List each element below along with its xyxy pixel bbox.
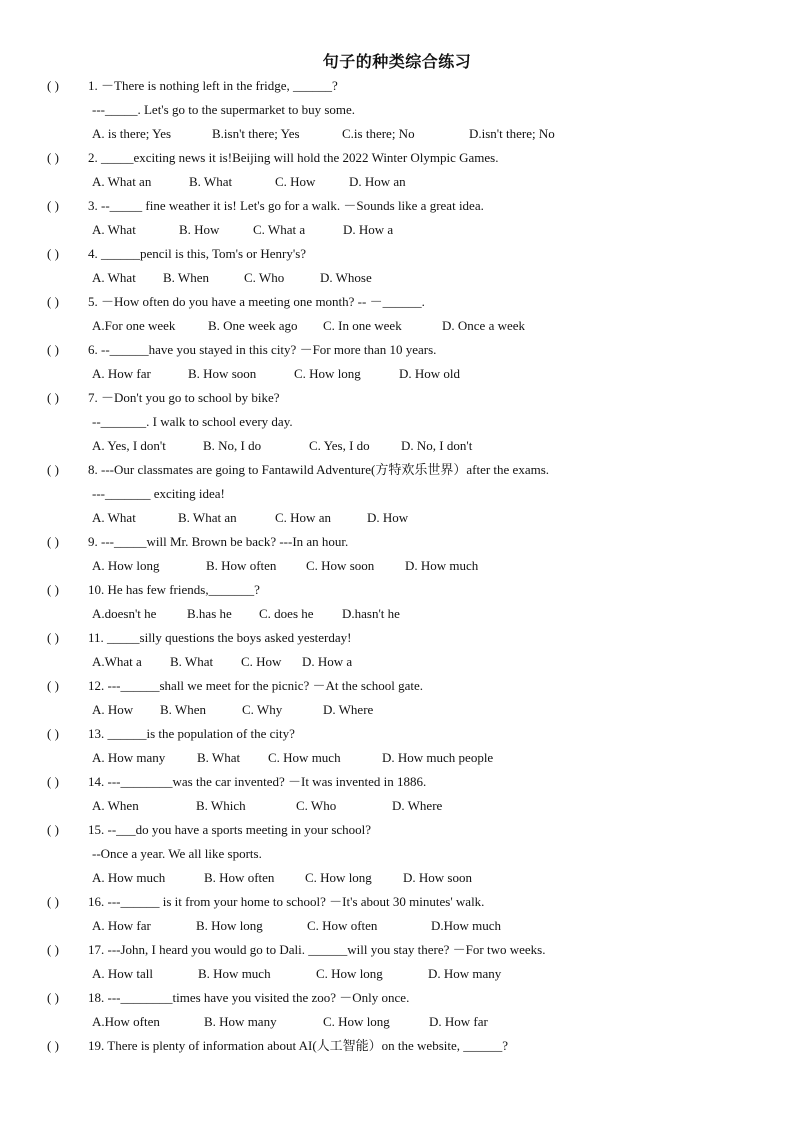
option-c[interactable]: C. How long: [323, 1014, 390, 1029]
option-a[interactable]: A. How tall: [92, 966, 154, 981]
question-text: --Once a year. We all like sports.: [92, 846, 262, 861]
option-b[interactable]: B. What an: [178, 510, 237, 525]
question-line: [0, 578, 794, 602]
question-line: [0, 770, 794, 794]
option-b[interactable]: B. How often: [206, 558, 277, 573]
option-d[interactable]: D. Whose: [320, 270, 372, 285]
options-row: [0, 554, 794, 578]
option-d[interactable]: D. No, I don't: [401, 438, 473, 453]
option-b[interactable]: B.isn't there; Yes: [212, 126, 300, 141]
answer-blank[interactable]: ( ): [47, 1038, 59, 1053]
option-b[interactable]: B. When: [163, 270, 209, 285]
option-b[interactable]: B. Which: [196, 798, 246, 813]
option-b[interactable]: B. How long: [196, 918, 263, 933]
question-subline: [0, 842, 794, 866]
options-row: [0, 362, 794, 386]
question-stem: 7. －Don't you go to school by bike?: [88, 390, 280, 405]
question-line: [0, 458, 794, 482]
option-a[interactable]: A.doesn't he: [92, 606, 157, 621]
answer-blank[interactable]: ( ): [47, 342, 59, 357]
question-stem: 5. －How often do you have a meeting one month? -- －______.: [88, 294, 425, 309]
option-a[interactable]: A. How much: [92, 870, 166, 885]
answer-blank[interactable]: ( ): [47, 774, 59, 789]
question-subline: [0, 410, 794, 434]
question-line: [0, 194, 794, 218]
question-stem: 17. ---John, I heard you would go to Dali. ______will you stay there? －For two weeks.: [88, 942, 546, 957]
question-line: [0, 890, 794, 914]
page-title: 句子的种类综合练习: [322, 52, 472, 71]
options-row: [0, 434, 794, 458]
question-stem: 4. ______pencil is this, Tom's or Henry's?: [88, 246, 307, 261]
question-line: [0, 338, 794, 362]
answer-blank[interactable]: ( ): [47, 246, 59, 261]
answer-blank[interactable]: ( ): [47, 942, 59, 957]
question-line: [0, 74, 794, 98]
question-line: [0, 386, 794, 410]
options-row: [0, 314, 794, 338]
option-a[interactable]: A. What: [92, 270, 136, 285]
options-row: [0, 1010, 794, 1034]
question-line: [0, 626, 794, 650]
option-c[interactable]: C. How soon: [306, 558, 375, 573]
option-d[interactable]: D. How a: [302, 654, 353, 669]
option-b[interactable]: B. What: [197, 750, 241, 765]
answer-blank[interactable]: ( ): [47, 678, 59, 693]
answer-blank[interactable]: ( ): [47, 150, 59, 165]
option-c[interactable]: C. How long: [305, 870, 372, 885]
option-c[interactable]: C. How long: [316, 966, 383, 981]
option-b[interactable]: B. What: [170, 654, 214, 669]
question-line: [0, 938, 794, 962]
option-c[interactable]: C. How an: [275, 510, 331, 525]
option-a[interactable]: A. How far: [92, 366, 151, 381]
option-d[interactable]: D. How many: [428, 966, 502, 981]
option-c[interactable]: C. does he: [259, 606, 314, 621]
option-a[interactable]: A. Yes, I don't: [92, 438, 166, 453]
option-d[interactable]: D. Where: [323, 702, 374, 717]
question-stem: 9. ---_____will Mr. Brown be back? ---In an hour.: [88, 534, 349, 549]
answer-blank[interactable]: ( ): [47, 390, 59, 405]
option-a[interactable]: A. What: [92, 222, 136, 237]
option-d[interactable]: D. How an: [349, 174, 406, 189]
options-row: [0, 866, 794, 890]
options-row: [0, 506, 794, 530]
option-a[interactable]: A. What: [92, 510, 136, 525]
option-c[interactable]: C. Who: [296, 798, 337, 813]
question-stem: 3. --_____ fine weather it is! Let's go for a walk. －Sounds like a great idea.: [88, 198, 484, 213]
question-subline: [0, 98, 794, 122]
question-text: ---_______ exciting idea!: [92, 486, 225, 501]
options-row: [0, 746, 794, 770]
option-b[interactable]: B. How much: [198, 966, 271, 981]
option-c[interactable]: C. How long: [294, 366, 361, 381]
question-line: [0, 818, 794, 842]
option-c[interactable]: C.is there; No: [342, 126, 415, 141]
option-b[interactable]: B. How many: [204, 1014, 277, 1029]
option-c[interactable]: C. How: [241, 654, 282, 669]
question-text: ---_____. Let's go to the supermarket to buy some.: [92, 102, 356, 117]
answer-blank[interactable]: ( ): [47, 78, 59, 93]
option-b[interactable]: B.has he: [187, 606, 232, 621]
option-a[interactable]: A. What an: [92, 174, 152, 189]
option-d[interactable]: D. How much: [405, 558, 479, 573]
options-row: [0, 794, 794, 818]
options-row: [0, 122, 794, 146]
question-stem: 14. ---________was the car invented? －It was invented in 1886.: [88, 774, 427, 789]
option-d[interactable]: D. How: [367, 510, 409, 525]
question-line: [0, 674, 794, 698]
options-row: [0, 962, 794, 986]
question-stem: 6. --______have you stayed in this city? －For more than 10 years.: [88, 342, 437, 357]
answer-blank[interactable]: ( ): [47, 630, 59, 645]
option-b[interactable]: B. One week ago: [208, 318, 298, 333]
option-a[interactable]: A.For one week: [92, 318, 176, 333]
question-stem: 10. He has few friends,_______?: [88, 582, 260, 597]
option-c[interactable]: C. Yes, I do: [309, 438, 370, 453]
question-stem: 11. _____silly questions the boys asked yesterday!: [88, 630, 352, 645]
option-d[interactable]: D. How a: [343, 222, 394, 237]
question-stem: 16. ---______ is it from your home to school? －It's about 30 minutes' walk.: [88, 894, 485, 909]
question-stem: 18. ---________times have you visited the zoo? －Only once.: [88, 990, 410, 1005]
question-line: [0, 722, 794, 746]
option-c[interactable]: C. Who: [244, 270, 285, 285]
option-c[interactable]: C. In one week: [323, 318, 402, 333]
answer-blank[interactable]: ( ): [47, 726, 59, 741]
options-row: [0, 218, 794, 242]
question-stem: 12. ---______shall we meet for the picnic? －At the school gate.: [88, 678, 424, 693]
options-row: [0, 914, 794, 938]
option-d[interactable]: D. Once a week: [442, 318, 526, 333]
answer-blank[interactable]: ( ): [47, 534, 59, 549]
question-line: [0, 1034, 794, 1058]
answer-blank[interactable]: ( ): [47, 990, 59, 1005]
option-a[interactable]: A.What a: [92, 654, 142, 669]
answer-blank[interactable]: ( ): [47, 294, 59, 309]
answer-blank[interactable]: ( ): [47, 462, 59, 477]
question-stem: 15. --___do you have a sports meeting in your school?: [88, 822, 372, 837]
option-d[interactable]: D.isn't there; No: [469, 126, 555, 141]
option-d[interactable]: D. How soon: [403, 870, 472, 885]
options-row: [0, 266, 794, 290]
question-text: --_______. I walk to school every day.: [92, 414, 293, 429]
option-a[interactable]: A. How long: [92, 558, 160, 573]
question-line: [0, 986, 794, 1010]
question-line: [0, 530, 794, 554]
option-a[interactable]: A. is there; Yes: [92, 126, 172, 141]
answer-blank[interactable]: ( ): [47, 822, 59, 837]
option-a[interactable]: A.How often: [92, 1014, 160, 1029]
option-b[interactable]: B. When: [160, 702, 206, 717]
option-d[interactable]: D.How much: [431, 918, 502, 933]
question-stem: 1. －There is nothing left in the fridge, ______?: [88, 78, 338, 93]
option-a[interactable]: A. How many: [92, 750, 166, 765]
option-a[interactable]: A. When: [92, 798, 139, 813]
option-d[interactable]: D.hasn't he: [342, 606, 400, 621]
question-stem: 19. There is plenty of information about AI(人工智能）on the website, ______?: [88, 1038, 509, 1053]
question-line: [0, 290, 794, 314]
option-c[interactable]: C. What a: [253, 222, 306, 237]
option-b[interactable]: B. How: [179, 222, 220, 237]
option-d[interactable]: D. Where: [392, 798, 443, 813]
option-b[interactable]: B. How often: [204, 870, 275, 885]
option-c[interactable]: C. How often: [307, 918, 378, 933]
option-b[interactable]: B. How soon: [188, 366, 257, 381]
question-subline: [0, 482, 794, 506]
option-c[interactable]: C. How much: [268, 750, 341, 765]
options-row: [0, 602, 794, 626]
option-b[interactable]: B. What: [189, 174, 233, 189]
question-line: [0, 242, 794, 266]
answer-blank[interactable]: ( ): [47, 582, 59, 597]
option-b[interactable]: B. No, I do: [203, 438, 262, 453]
question-stem: 8. ---Our classmates are going to Fantawild Adventure(方特欢乐世界）after the exams.: [88, 462, 550, 477]
question-stem: 13. ______is the population of the city?: [88, 726, 295, 741]
options-row: [0, 170, 794, 194]
options-row: [0, 650, 794, 674]
option-c[interactable]: C. How: [275, 174, 316, 189]
answer-blank[interactable]: ( ): [47, 198, 59, 213]
options-row: [0, 698, 794, 722]
option-a[interactable]: A. How: [92, 702, 134, 717]
answer-blank[interactable]: ( ): [47, 894, 59, 909]
option-d[interactable]: D. How far: [429, 1014, 488, 1029]
option-d[interactable]: D. How old: [399, 366, 461, 381]
option-d[interactable]: D. How much people: [382, 750, 494, 765]
option-a[interactable]: A. How far: [92, 918, 151, 933]
option-c[interactable]: C. Why: [242, 702, 283, 717]
question-stem: 2. _____exciting news it is!Beijing will hold the 2022 Winter Olympic Games.: [88, 150, 499, 165]
question-line: [0, 146, 794, 170]
